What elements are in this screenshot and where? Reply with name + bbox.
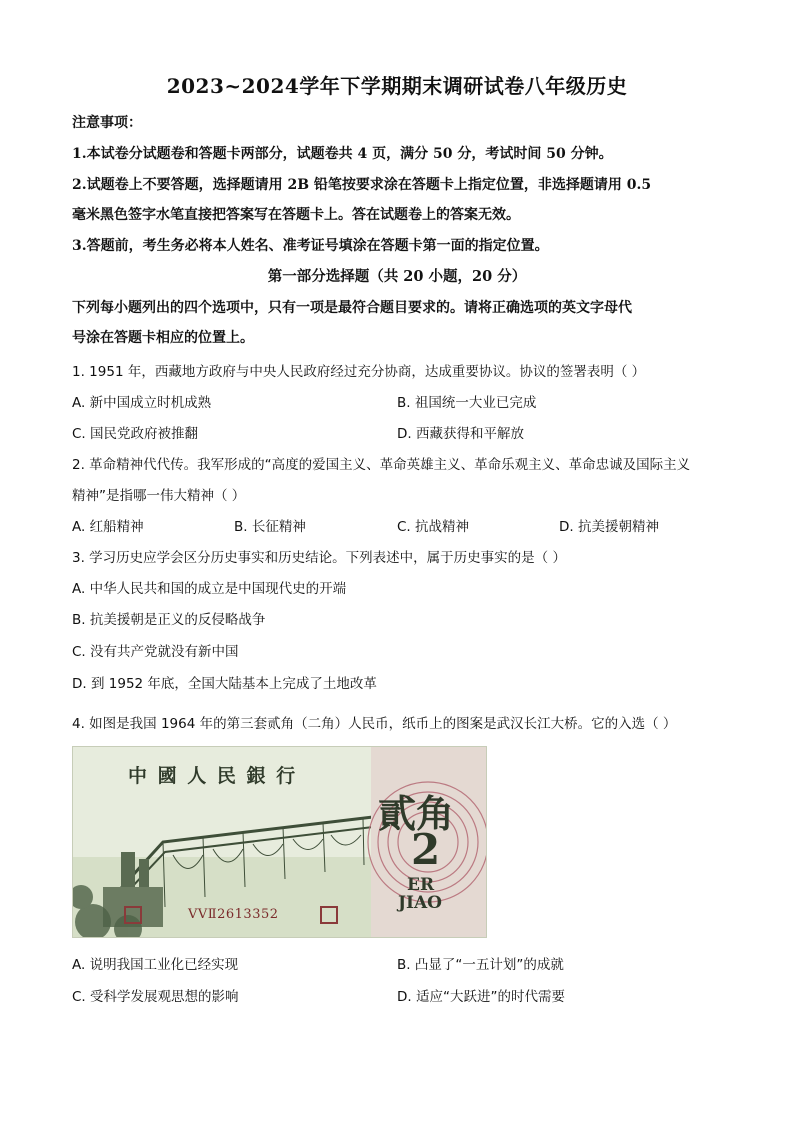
question-2-option-d[interactable]: D. 抗美援朝精神 xyxy=(559,519,659,535)
question-1-option-c[interactable]: C. 国民党政府被推翻 xyxy=(72,426,199,442)
question-2-stem-line-1: 2. 革命精神代代传。我军形成的“高度的爱国主义、革命英雄主义、革命乐观主义、革命忠诚及国际主义 xyxy=(72,457,691,473)
page-title: 2023~2024学年下学期期末调研试卷八年级历史 xyxy=(166,74,628,98)
banknote-bank-name: 中 國 人 民 銀 行 xyxy=(128,765,298,787)
question-1-option-b[interactable]: B. 祖国统一大业已完成 xyxy=(397,395,537,411)
question-1-option-d[interactable]: D. 西藏获得和平解放 xyxy=(397,426,524,442)
question-2-option-c[interactable]: C. 抗战精神 xyxy=(397,519,470,535)
banknote-denomination: 貳角 xyxy=(378,791,455,836)
banknote-serial-number: VVⅡ2613352 xyxy=(188,907,279,922)
question-4-option-b[interactable]: B. 凸显了“一五计划”的成就 xyxy=(397,957,564,973)
question-2-option-a[interactable]: A. 红船精神 xyxy=(72,519,144,535)
section-instruction-line-2: 号涂在答题卡相应的位置上。 xyxy=(72,330,254,346)
question-4-option-c[interactable]: C. 受科学发展观思想的影响 xyxy=(72,989,239,1005)
question-3-option-b[interactable]: B. 抗美援朝是正义的反侵略战争 xyxy=(72,612,266,628)
notice-item-1: 1.本试卷分试题卷和答题卡两部分，试题卷共 4 页，满分 50 分，考试时间 50 分钟。 xyxy=(72,146,613,162)
question-4-option-d[interactable]: D. 适应“大跃进”的时代需要 xyxy=(397,989,565,1005)
banknote-pinyin-er: ER xyxy=(407,875,435,895)
notice-item-2-line-1: 2.试题卷上不要答题，选择题请用 2B 铅笔按要求涂在答题卡上指定位置，非选择题请用 0.5 xyxy=(72,177,652,193)
notice-item-3: 3.答题前，考生务必将本人姓名、准考证号填涂在答题卡第一面的指定位置。 xyxy=(72,238,549,254)
question-3-option-a[interactable]: A. 中华人民共和国的成立是中国现代史的开端 xyxy=(72,581,347,597)
section-instruction-line-1: 下列每小题列出的四个选项中，只有一项是最符合题目要求的。请将正确选项的英文字母代 xyxy=(72,300,632,316)
question-4-stem: 4. 如图是我国 1964 年的第三套贰角（二角）人民币，纸币上的图案是武汉长江大桥。它的入选（ ） xyxy=(72,716,677,732)
notice-item-2-line-2: 毫米黑色签字水笔直接把答案写在答题卡上。答在试题卷上的答案无效。 xyxy=(72,207,520,223)
question-3-option-c[interactable]: C. 没有共产党就没有新中国 xyxy=(72,644,239,660)
banknote-numeral: 2 xyxy=(411,825,441,874)
question-2-stem-line-2: 精神”是指哪一伟大精神（ ） xyxy=(72,488,246,504)
question-2-option-b[interactable]: B. 长征精神 xyxy=(234,519,306,535)
question-3-option-d[interactable]: D. 到 1952 年底，全国大陆基本上完成了土地改革 xyxy=(72,676,377,692)
question-4-option-a[interactable]: A. 说明我国工业化已经实现 xyxy=(72,957,239,973)
question-1-stem: 1. 1951 年，西藏地方政府与中央人民政府经过充分协商，达成重要协议。协议的签署表明（ ） xyxy=(72,364,646,380)
section-heading: 第一部分选择题（共 20 小题，20 分） xyxy=(267,268,527,285)
question-3-stem: 3. 学习历史应学会区分历史事实和历史结论。下列表述中，属于历史事实的是（ ） xyxy=(72,550,566,566)
banknote-pinyin-jiao: JIAO xyxy=(398,893,442,913)
banknote-image xyxy=(72,746,487,938)
question-1-option-a[interactable]: A. 新中国成立时机成熟 xyxy=(72,395,212,411)
notice-heading: 注意事项： xyxy=(72,115,142,131)
